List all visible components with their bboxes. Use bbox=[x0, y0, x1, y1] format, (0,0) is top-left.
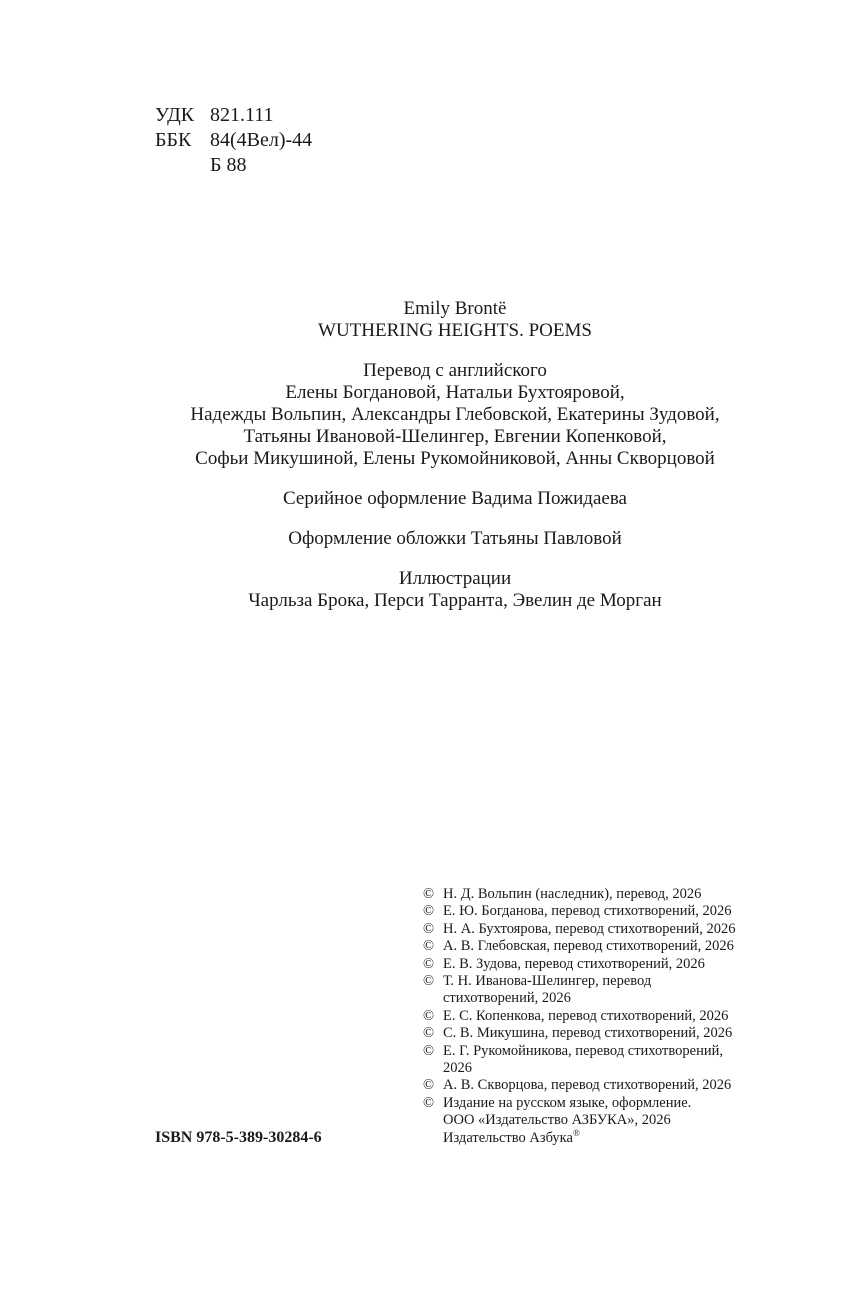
copyright-text bbox=[443, 886, 763, 903]
illustrations-group bbox=[0, 568, 856, 612]
copyright-symbol: © bbox=[423, 920, 435, 937]
udk-label: УДК bbox=[155, 104, 195, 126]
copyright-line: Издание на русском языке, оформление. bbox=[443, 1094, 692, 1111]
copyright-text bbox=[443, 1025, 763, 1042]
translators-line: Надежды Вольпин, Александры Глебовской, Екатерины Зудовой, bbox=[190, 404, 720, 425]
copyright-line: А. В. Глебовская, перевод стихотворений, 2026 bbox=[443, 938, 734, 955]
isbn: ISBN 978-5-389-30284-6 bbox=[155, 1129, 322, 1146]
bbk-value: 84(4Вел)-44 bbox=[210, 129, 313, 151]
classification-block bbox=[155, 103, 312, 178]
series-design: Серийное оформление Вадима Пожидаева bbox=[283, 488, 627, 509]
translators-line: Елены Богдановой, Натальи Бухтояровой, bbox=[285, 382, 625, 403]
copyright-line: ООО «Издательство АЗБУКА», 2026 bbox=[443, 1112, 671, 1129]
copyright-item bbox=[423, 973, 783, 1008]
copyright-symbol: © bbox=[423, 973, 435, 990]
copyright-line: Е. Г. Рукомойникова, перевод стихотворений, bbox=[443, 1042, 723, 1059]
series-design-group bbox=[0, 488, 856, 510]
copyright-text bbox=[443, 973, 763, 1008]
registered-mark: ® bbox=[572, 1127, 580, 1138]
translation-group bbox=[0, 360, 856, 470]
udk-row bbox=[155, 103, 312, 128]
copyright-text bbox=[443, 1008, 763, 1025]
copyright-list bbox=[423, 886, 783, 1147]
copyright-line: Т. Н. Иванова-Шелингер, перевод bbox=[443, 973, 652, 990]
udk-value: 821.111 bbox=[210, 104, 274, 126]
copyright-line: стихотворений, 2026 bbox=[443, 990, 571, 1007]
copyright-line: А. В. Скворцова, перевод стихотворений, 2026 bbox=[443, 1077, 732, 1094]
copyright-symbol: © bbox=[423, 1094, 435, 1111]
copyright-symbol: © bbox=[423, 955, 435, 972]
bbk-row bbox=[155, 128, 312, 153]
copyright-item bbox=[423, 956, 783, 973]
bbk-label: ББК bbox=[155, 129, 192, 151]
cover-design: Оформление обложки Татьяны Павловой bbox=[288, 528, 622, 549]
copyright-symbol: © bbox=[423, 886, 435, 902]
copyright-line: Издательство Азбука® bbox=[443, 1127, 580, 1146]
translators-line: Софьи Микушиной, Елены Рукомойниковой, Анны Скворцовой bbox=[195, 448, 715, 469]
cover-design-group bbox=[0, 528, 856, 550]
illustrators-line: Чарльза Брока, Перси Тарранта, Эвелин де Морган bbox=[248, 590, 662, 611]
credits-block bbox=[0, 298, 856, 630]
copyright-item bbox=[423, 886, 783, 903]
copyright-item bbox=[423, 921, 783, 938]
copyright-text bbox=[443, 1095, 763, 1147]
copyright-symbol: © bbox=[423, 1077, 435, 1094]
copyright-line: Н. Д. Вольпин (наследник), перевод, 2026 bbox=[443, 886, 702, 902]
copyright-line: С. В. Микушина, перевод стихотворений, 2026 bbox=[443, 1025, 733, 1042]
copyright-item bbox=[423, 903, 783, 920]
translators-line: Татьяны Ивановой-Шелингер, Евгении Копенковой, bbox=[243, 426, 667, 447]
translation-heading: Перевод с английского bbox=[363, 360, 547, 381]
copyright-symbol: © bbox=[423, 903, 435, 920]
copyright-line: Н. А. Бухтоярова, перевод стихотворений, 2026 bbox=[443, 920, 736, 937]
copyright-item bbox=[423, 1025, 783, 1042]
copyright-item bbox=[423, 1077, 783, 1094]
copyright-text bbox=[443, 956, 763, 973]
original-author: Emily Brontë bbox=[403, 298, 507, 319]
author-mark: Б 88 bbox=[210, 154, 247, 176]
copyright-text bbox=[443, 938, 763, 955]
copyright-line: 2026 bbox=[443, 1060, 472, 1077]
copyright-symbol: © bbox=[423, 1042, 435, 1059]
copyright-symbol: © bbox=[423, 1025, 435, 1042]
copyright-text bbox=[443, 903, 763, 920]
copyright-line: Е. Ю. Богданова, перевод стихотворений, 2026 bbox=[443, 903, 732, 920]
copyright-item bbox=[423, 1095, 783, 1147]
copyright-symbol: © bbox=[423, 1007, 435, 1024]
copyright-text bbox=[443, 1043, 763, 1078]
copyright-text bbox=[443, 1077, 763, 1094]
copyright-item bbox=[423, 1043, 783, 1078]
copyright-symbol: © bbox=[423, 938, 435, 955]
copyright-item bbox=[423, 1008, 783, 1025]
original-title-group bbox=[0, 298, 856, 342]
copyright-item bbox=[423, 938, 783, 955]
original-title: WUTHERING HEIGHTS. POEMS bbox=[318, 320, 592, 341]
copyright-text bbox=[443, 921, 763, 938]
author-mark-row bbox=[155, 153, 312, 178]
copyright-line: Е. В. Зудова, перевод стихотворений, 2026 bbox=[443, 955, 705, 972]
copyright-line: Е. С. Копенкова, перевод стихотворений, 2026 bbox=[443, 1007, 729, 1024]
illustrations-heading: Иллюстрации bbox=[398, 568, 512, 589]
